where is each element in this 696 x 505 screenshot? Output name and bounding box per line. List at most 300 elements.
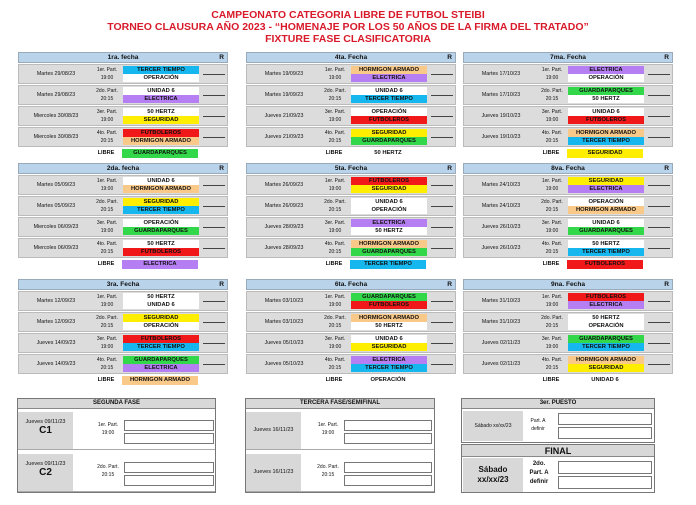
match-date: Jueves 21/09/23 (264, 134, 304, 140)
match-part: 4to. Part. (541, 130, 563, 136)
round-header (463, 52, 673, 63)
part-time: 19:00 (321, 430, 335, 436)
team-slot (124, 433, 214, 444)
result-column-label: R (219, 54, 224, 61)
match-date: Jueves 09/11/23 (25, 461, 66, 467)
away-team: HORMIGON ARMADO (568, 206, 644, 214)
match-part: 3er. Part. (541, 220, 563, 226)
match-date: Jueves 26/10/23 (481, 224, 521, 230)
match-time: 20:15 (100, 323, 114, 329)
match-date: Jueves 19/10/23 (481, 134, 521, 140)
match-part: 4to. Part. (324, 130, 346, 136)
round-header (463, 279, 673, 290)
away-team: SEGURIDAD (351, 343, 427, 351)
away-team: TERCER TIEMPO (123, 343, 199, 351)
home-team: SEGURIDAD (568, 177, 644, 185)
final-part (524, 460, 554, 487)
result-line (431, 74, 453, 75)
result-line (431, 322, 453, 323)
match-part: 1er. Part. (324, 294, 346, 300)
match-part: 3er. Part. (324, 109, 346, 115)
match-row (246, 354, 456, 374)
match-date: Martes 05/09/23 (36, 182, 76, 188)
result-column-label: R (664, 281, 669, 288)
home-team: HORMIGON ARMADO (351, 240, 427, 248)
result-line (203, 74, 225, 75)
match-time: 20:15 (100, 365, 114, 371)
bye-team: ELECTRICA (122, 260, 198, 269)
match-row (18, 106, 228, 126)
match-part: 3er. Part. (541, 336, 563, 342)
final-day: Sábado (478, 465, 508, 474)
round-block (463, 52, 673, 159)
match-part: 4to. Part. (324, 241, 346, 247)
match-part: 4to. Part. (96, 241, 118, 247)
result-line (203, 364, 225, 365)
match-part: 1er. Part. (96, 178, 118, 184)
part-label: Part. A (530, 418, 546, 424)
result-column-label: R (447, 54, 452, 61)
result-line (648, 74, 670, 75)
match-row (18, 312, 228, 332)
match-time: 20:15 (100, 249, 114, 255)
match-row (18, 238, 228, 258)
result-column-label: R (447, 165, 452, 172)
match-time: 20:15 (328, 207, 342, 213)
match-time: 19:00 (328, 228, 342, 234)
match-part: 2do. Part. (541, 315, 563, 321)
away-team: OPERACIÓN (568, 74, 644, 82)
match-date: Jueves 02/11/23 (481, 340, 521, 346)
away-team: HORMIGON ARMADO (123, 185, 199, 193)
match-row (463, 64, 673, 84)
home-team: HORMIGON ARMADO (568, 129, 644, 137)
round-title: 4ta. Fecha (334, 54, 368, 61)
match-date: Martes 31/10/23 (481, 298, 521, 304)
bye-row (246, 148, 456, 159)
match-row (463, 354, 673, 374)
match-time: 19:00 (545, 344, 559, 350)
result-line (648, 227, 670, 228)
bye-row (18, 375, 228, 386)
match-time: 20:15 (545, 138, 559, 144)
match-time: 19:00 (328, 117, 342, 123)
match-date: Miercoles 30/08/23 (33, 113, 79, 119)
match-part: 1er. Part. (541, 294, 563, 300)
home-team: 50 HERTZ (123, 293, 199, 301)
match-part: 1er. Part. (541, 67, 563, 73)
match-row (18, 354, 228, 374)
round-block (463, 279, 673, 386)
away-team: HORMIGON ARMADO (123, 137, 199, 145)
away-team: 50 HERTZ (351, 322, 427, 330)
away-team: ELECTRICA (568, 185, 644, 193)
result-line (431, 364, 453, 365)
match-date: Martes 03/10/23 (264, 319, 304, 325)
away-team: FUTBOLEROS (568, 116, 644, 124)
bye-label: LIBRE (97, 261, 115, 267)
match-date: Martes 29/08/23 (36, 92, 76, 98)
match-row (246, 333, 456, 353)
match-date: Jueves 28/09/23 (264, 245, 304, 251)
match-row (463, 238, 673, 258)
match-date: Jueves 19/10/23 (481, 113, 521, 119)
match-row (246, 175, 456, 195)
match-part: 3er. Part. (96, 336, 118, 342)
match-code: C1 (39, 425, 52, 436)
result-line (648, 206, 670, 207)
round-title: 7ma. Fecha (550, 54, 586, 61)
away-team: TERCER TIEMPO (568, 343, 644, 351)
bye-label: LIBRE (325, 261, 343, 267)
match-row (463, 333, 673, 353)
match-date: Martes 12/09/23 (36, 319, 76, 325)
result-line (648, 343, 670, 344)
away-team: TERCER TIEMPO (568, 137, 644, 145)
match-part (524, 417, 552, 433)
result-line (648, 185, 670, 186)
away-team: TERCER TIEMPO (568, 248, 644, 256)
match-date: Miercoles 06/09/23 (33, 224, 79, 230)
round-block (246, 279, 456, 386)
tercer-puesto-title: 3er. PUESTO (462, 399, 654, 409)
result-line (648, 364, 670, 365)
home-team: ELECTRICA (351, 219, 427, 227)
match-date: Martes 24/10/23 (481, 182, 521, 188)
round-title: 3ra. Fecha (106, 281, 140, 288)
result-column-label: R (664, 54, 669, 61)
round-block (18, 279, 228, 386)
match-time: 19:00 (545, 228, 559, 234)
match-date: Miercoles 06/09/23 (33, 245, 79, 251)
home-team: 50 HERTZ (568, 314, 644, 322)
round-header (18, 52, 228, 63)
home-team: 50 HERTZ (123, 108, 199, 116)
match-time: 19:00 (545, 302, 559, 308)
result-line (648, 95, 670, 96)
segunda-fase-title: SEGUNDA FASE (18, 399, 215, 409)
bye-row (18, 148, 228, 159)
match-row (246, 238, 456, 258)
part-label: 2do. (532, 461, 546, 467)
match-part: 3er. Part. (324, 220, 346, 226)
result-line (431, 206, 453, 207)
match-date: Jueves 05/10/23 (264, 340, 304, 346)
round-block (18, 163, 228, 270)
match-row (463, 106, 673, 126)
match-part (314, 421, 342, 437)
away-team: SEGURIDAD (123, 116, 199, 124)
away-team: OPERACIÓN (123, 74, 199, 82)
match-part: 2do. Part. (96, 199, 118, 205)
match-part: 3er. Part. (324, 336, 346, 342)
match-part: 2do. Part. (324, 199, 346, 205)
document-header (0, 9, 696, 45)
result-line (203, 343, 225, 344)
bye-team: SEGURIDAD (567, 149, 643, 158)
match-time: 20:15 (328, 138, 342, 144)
match-row (246, 196, 456, 216)
away-team: SEGURIDAD (351, 185, 427, 193)
result-line (203, 248, 225, 249)
away-team: ELECTRICA (123, 95, 199, 103)
segunda-fase-box (17, 398, 216, 493)
home-team: FUTBOLEROS (568, 293, 644, 301)
home-team: HORMIGON ARMADO (351, 66, 427, 74)
home-team: GUARDAPARQUES (351, 293, 427, 301)
bye-row (463, 259, 673, 270)
result-line (431, 301, 453, 302)
result-line (648, 137, 670, 138)
home-team: 50 HERTZ (568, 240, 644, 248)
match-date: Jueves 16/11/23 (246, 454, 301, 491)
match-row (246, 217, 456, 237)
tercera-fase-box (245, 398, 435, 493)
match-date: Jueves 09/11/23 (25, 419, 66, 425)
match-time: 20:15 (328, 249, 342, 255)
result-line (648, 322, 670, 323)
bye-label: LIBRE (97, 377, 115, 383)
match-time: 19:00 (100, 302, 114, 308)
match-code: C2 (39, 467, 52, 478)
home-team: GUARDAPARQUES (568, 87, 644, 95)
match-row (463, 175, 673, 195)
bye-row (463, 148, 673, 159)
final-date-value: xx/xx/23 (477, 475, 509, 484)
match-time: 19:00 (100, 75, 114, 81)
match-date: Sábado xx/xx/23 (463, 411, 523, 441)
part-label-2: Part. A (529, 470, 549, 476)
match-time: 19:00 (545, 75, 559, 81)
part-time: 20:15 (321, 472, 335, 478)
match-date: Martes 19/09/23 (264, 92, 304, 98)
match-time: 20:15 (100, 96, 114, 102)
home-team: UNIDAD 6 (351, 335, 427, 343)
away-team: TERCER TIEMPO (123, 206, 199, 214)
team-slot (124, 462, 214, 473)
tercera-fase-row (246, 412, 434, 450)
home-team: GUARDAPARQUES (123, 356, 199, 364)
match-row (246, 127, 456, 147)
match-row (18, 333, 228, 353)
result-line (203, 95, 225, 96)
fixture-title: FIXTURE FASE CLASIFICATORIA (265, 33, 431, 45)
result-line (648, 301, 670, 302)
away-team: OPERACIÓN (123, 322, 199, 330)
match-time: 20:15 (545, 249, 559, 255)
round-title: 8va. Fecha (551, 165, 585, 172)
home-team: FUTBOLEROS (123, 335, 199, 343)
bye-label: LIBRE (325, 377, 343, 383)
match-time: 19:00 (328, 302, 342, 308)
match-time: 19:00 (328, 75, 342, 81)
result-line (648, 116, 670, 117)
match-part: 1er. Part. (324, 67, 346, 73)
match-date-cell (18, 412, 73, 449)
home-team: ELECTRICA (351, 356, 427, 364)
tercera-fase-title: TERCERA FASE/SEMIFINAL (246, 399, 434, 409)
home-team: HORMIGON ARMADO (568, 356, 644, 364)
match-date-cell (18, 454, 73, 491)
match-part: 3er. Part. (541, 109, 563, 115)
match-date: Miercoles 30/08/23 (33, 134, 79, 140)
round-block (463, 163, 673, 270)
home-team: 50 HERTZ (123, 240, 199, 248)
bye-label: LIBRE (542, 150, 560, 156)
match-part: 3er. Part. (96, 109, 118, 115)
round-title: 9na. Fecha (550, 281, 586, 288)
result-line (431, 248, 453, 249)
championship-title: CAMPEONATO CATEGORIA LIBRE DE FUTBOL STEIBI (211, 9, 485, 21)
match-part: 1er. Part. (96, 294, 118, 300)
match-date: Martes 05/09/23 (36, 203, 76, 209)
bye-team: FUTBOLEROS (567, 260, 643, 269)
away-team: UNIDAD 6 (123, 301, 199, 309)
match-date: Martes 26/09/23 (264, 182, 304, 188)
match-time: 20:15 (328, 96, 342, 102)
away-team: OPERACIÓN (351, 206, 427, 214)
part-time: 20:15 (101, 472, 115, 478)
result-line (203, 206, 225, 207)
part-time: definir (531, 426, 545, 432)
match-row (246, 312, 456, 332)
bye-team: OPERACIÓN (350, 376, 426, 385)
match-row (463, 217, 673, 237)
result-line (203, 185, 225, 186)
bye-row (18, 259, 228, 270)
result-line (431, 137, 453, 138)
match-part: 4to. Part. (541, 357, 563, 363)
result-line (431, 185, 453, 186)
home-team: TERCER TIEMPO (123, 66, 199, 74)
away-team: ELECTRICA (351, 74, 427, 82)
team-slot (558, 476, 652, 489)
match-part: 3er. Part. (96, 220, 118, 226)
match-row (463, 312, 673, 332)
home-team: UNIDAD 6 (123, 177, 199, 185)
round-title: 2da. fecha (106, 165, 140, 172)
tercer-puesto-box (461, 398, 655, 443)
match-date: Martes 24/10/23 (481, 203, 521, 209)
result-column-label: R (219, 281, 224, 288)
home-team: FUTBOLEROS (351, 177, 427, 185)
bye-label: LIBRE (97, 150, 115, 156)
result-line (431, 343, 453, 344)
part-label: 2do. Part. (97, 464, 119, 470)
bye-team: UNIDAD 6 (567, 376, 643, 385)
match-time: 20:15 (100, 207, 114, 213)
away-team: 50 HERTZ (568, 95, 644, 103)
away-team: FUTBOLEROS (351, 116, 427, 124)
match-row (18, 217, 228, 237)
round-header (463, 163, 673, 174)
match-date: Jueves 26/10/23 (481, 245, 521, 251)
match-row (18, 85, 228, 105)
result-line (431, 95, 453, 96)
part-label: 1er. Part. (97, 422, 119, 428)
team-slot (124, 420, 214, 431)
round-block (18, 52, 228, 159)
match-date: Jueves 05/10/23 (264, 361, 304, 367)
result-column-label: R (664, 165, 669, 172)
match-row (246, 106, 456, 126)
bye-label: LIBRE (542, 261, 560, 267)
match-date: Martes 17/10/23 (481, 92, 521, 98)
home-team: UNIDAD 6 (568, 108, 644, 116)
match-time: 20:15 (545, 365, 559, 371)
team-slot (344, 433, 432, 444)
match-time: 19:00 (100, 228, 114, 234)
final-box (461, 444, 655, 493)
match-part: 1er. Part. (96, 67, 118, 73)
match-row (463, 85, 673, 105)
match-time: 20:15 (545, 207, 559, 213)
match-time: 19:00 (328, 344, 342, 350)
match-time: 20:15 (100, 138, 114, 144)
match-row (463, 196, 673, 216)
match-date: Jueves 14/09/23 (36, 340, 76, 346)
team-slot (558, 461, 652, 474)
bye-team: 50 HERTZ (350, 149, 426, 158)
away-team: GUARDAPARQUES (568, 227, 644, 235)
part-time: 19:00 (101, 430, 115, 436)
home-team: OPERACIÓN (351, 108, 427, 116)
bye-team: GUARDAPARQUES (122, 149, 198, 158)
match-part: 1er. Part. (541, 178, 563, 184)
team-slot (344, 462, 432, 473)
match-part: 2do. Part. (96, 88, 118, 94)
part-label: 2do. Part. (317, 464, 339, 470)
match-time: 19:00 (100, 344, 114, 350)
match-part: 2do. Part. (96, 315, 118, 321)
home-team: SEGURIDAD (123, 314, 199, 322)
away-team: FUTBOLEROS (123, 248, 199, 256)
match-date: Martes 29/08/23 (36, 71, 76, 77)
match-row (18, 127, 228, 147)
away-team: FUTBOLEROS (351, 301, 427, 309)
team-slot (344, 420, 432, 431)
tercera-fase-row (246, 454, 434, 492)
match-time: 19:00 (328, 186, 342, 192)
match-time: 20:15 (328, 323, 342, 329)
away-team: GUARDAPARQUES (123, 227, 199, 235)
home-team: SEGURIDAD (351, 129, 427, 137)
result-line (203, 227, 225, 228)
home-team: OPERACIÓN (568, 198, 644, 206)
match-part (94, 463, 122, 479)
match-time: 20:15 (545, 323, 559, 329)
bye-row (463, 375, 673, 386)
tournament-title: TORNEO CLAUSURA AÑO 2023 - “HOMENAJE POR LOS 50 AÑOS DE LA FIRMA DEL TRATADO” (107, 21, 589, 33)
part-label: 1er. Part. (317, 422, 339, 428)
match-time: 19:00 (100, 186, 114, 192)
away-team: GUARDAPARQUES (351, 248, 427, 256)
match-date: Jueves 28/09/23 (264, 224, 304, 230)
match-time: 19:00 (545, 117, 559, 123)
match-time: 19:00 (545, 186, 559, 192)
away-team: ELECTRICA (123, 364, 199, 372)
bye-team: TERCER TIEMPO (350, 260, 426, 269)
match-part: 2do. Part. (324, 88, 346, 94)
home-team: FUTBOLEROS (123, 129, 199, 137)
away-team: 50 HERTZ (351, 227, 427, 235)
match-part: 4to. Part. (96, 357, 118, 363)
match-row (18, 64, 228, 84)
round-title: 6ta. Fecha (334, 281, 368, 288)
segunda-fase-row (18, 454, 215, 492)
match-time: 19:00 (100, 117, 114, 123)
result-column-label: R (219, 165, 224, 172)
